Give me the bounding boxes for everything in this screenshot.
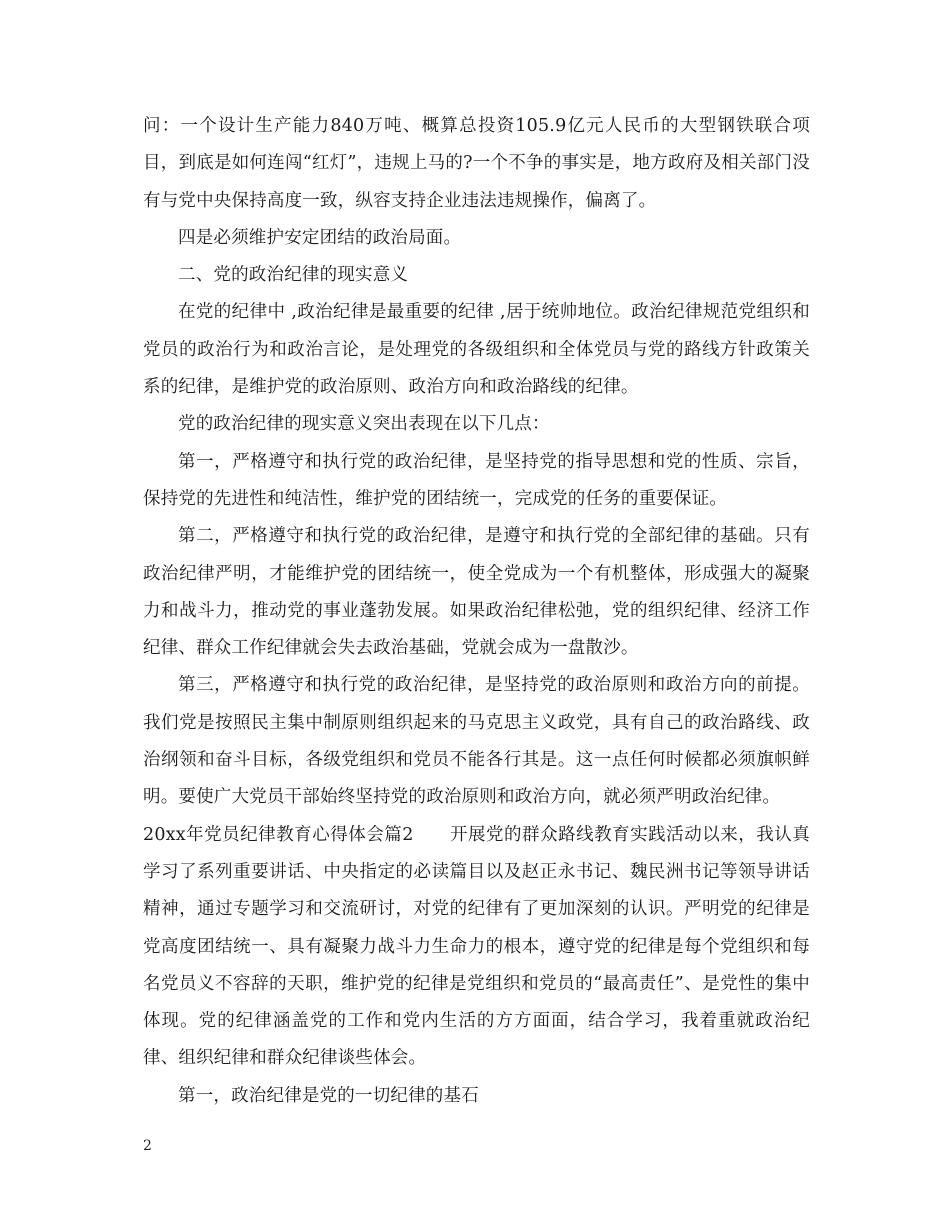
- section-heading: 二、党的政治纪律的现实意义: [178, 265, 409, 286]
- paragraph-9: 20xx年党员纪律教育心得体会篇2 开展党的群众路线教育实践活动以来，我认真学习了系列重要讲话、中央指定的必读篇目以及赵正永书记、魏民洲书记等领导讲话精神，通过专题学习和交流研讨，对党的纪律有了更加深刻的认识。严明党的纪律是党高度团结统一、具有凝聚力战斗力生命力的根本，遵守党的纪律是每个党组织和每名党员义不容辞的天职，维护党的纪律是党组织和党员的“最高责任”、是党性的集中体现。党的纪律涵盖党的工作和党内生活的方方面面，结合学习，我着重就政治纪律、组织纪律和群众纪律谈些体会。: [143, 824, 810, 1069]
- paragraph-2: 四是必须维护安定团结的政治局面。: [178, 227, 462, 248]
- paragraph-7: 第二，严格遵守和执行党的政治纪律，是遵守和执行党的全部纪律的基础。只有政治纪律严明，才能维护党的团结统一，使全党成为一个有机整体，形成强大的凝聚力和战斗力，推动党的事业蓬勃发展。如果政治纪律松弛，党的组织纪律、经济工作纪律、群众工作纪律就会失去政治基础，党就会成为一盘散沙。: [143, 526, 810, 659]
- paragraph-8: 第三，严格遵守和执行党的政治纪律，是坚持党的政治原则和政治方向的前提。我们党是按照民主集中制原则组织起来的马克思主义政党，具有自己的政治路线、政治纲领和奋斗目标，各级党组织和党员不能各行其是。这一点任何时候都必须旗帜鲜明。要使广大党员干部始终坚持党的政治原则和政治方向，就必须严明政治纪律。: [143, 675, 810, 808]
- paragraph-4: 在党的纪律中 ,政治纪律是最重要的纪律 ,居于统帅地位。政治纪律规范党组织和党员的政治行为和政治言论，是处理党的各级组织和全体党员与党的路线方针政策关系的纪律，是维护党的政治原则、政治方向和政治路线的纪律。: [143, 302, 810, 398]
- page-number: 2: [143, 1138, 152, 1154]
- paragraph-1: 问：一个设计生产能力840万吨、概算总投资105.9亿元人民币的大型钢铁联合项目，到底是如何连闯“红灯”，违规上马的?一个不争的事实是，地方政府及相关部门没有与党中央保持高度一致，纵容支持企业违法违规操作，偏离了。: [143, 116, 810, 211]
- paragraph-10: 第一，政治纪律是党的一切纪律的基石: [178, 1085, 479, 1106]
- paragraph-6: 第一，严格遵守和执行党的政治纪律，是坚持党的指导思想和党的性质、宗旨，保持党的先进性和纯洁性，维护党的团结统一，完成党的任务的重要保证。: [143, 451, 810, 509]
- document-body: [143, 108, 810, 1115]
- paragraph-5: 党的政治纪律的现实意义突出表现在以下几点：: [178, 414, 550, 435]
